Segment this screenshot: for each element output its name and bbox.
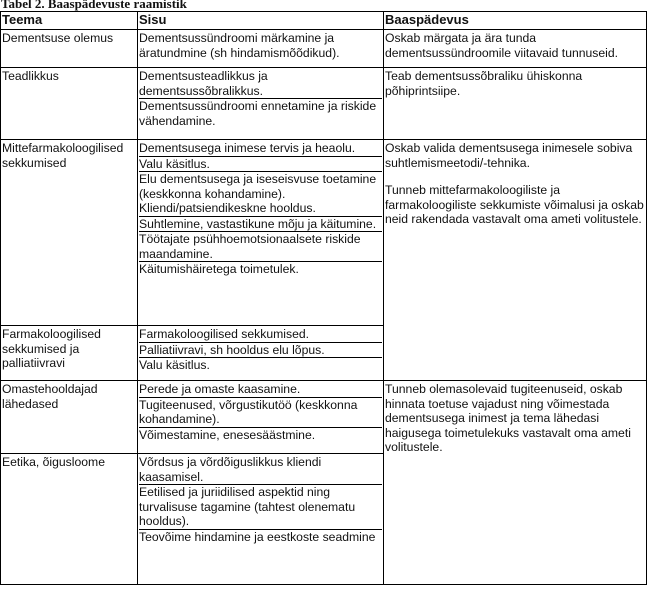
sisu-item: Perede ja omaste kaasamine. (139, 382, 382, 398)
baaspadevus-cell (384, 30, 647, 68)
teema-cell: Eetika, õigusloome (1, 454, 138, 585)
teema-cell: Teadlikkus (1, 68, 138, 140)
teema-cell: Mittefarmakoloogilised sekkumised (1, 140, 138, 326)
teema-cell: Omastehooldajad lähedased (1, 381, 138, 454)
baaspadevus-text: Teab dementsussõbraliku ühiskonna põhiprintsiipe. (385, 69, 583, 98)
baaspadevus-text: Tunneb olemasolevaid tugiteenuseid, oskab hinnata toetuse vajadust ning võimestada dementsusega inimest ja tema lähedasi haigusega toimetulekuks vastavalt oma ameti volitustele. (385, 382, 631, 454)
sisu-item: Elu dementsusega ja iseseisvuse toetamine (keskkonna kohandamine). (139, 172, 377, 201)
header-baaspadevus: Baaspädevus (384, 12, 647, 30)
sisu-item: Dementsusteadlikkus ja dementsussõbralikkus. (139, 69, 382, 99)
sisu-item: Tugiteenused, võrgustikutöö (keskkonna kohandamine). (139, 398, 382, 428)
sisu-item: Eetilised ja juriidilised aspektid ning turvalisuse tagamine (tahtest olenematu hooldus). (139, 485, 382, 530)
table-row (1, 30, 647, 68)
teema-cell: Dementsuse olemus (1, 30, 138, 68)
competence-table (0, 11, 647, 585)
sisu-item: Kliendi/patsiendikeskne hooldus. (139, 201, 382, 217)
sisu-cell (138, 326, 384, 381)
baaspadevus-text: Oskab valida dementsusega inimesele sobiva suhtlemismeetodi/-tehnika. (385, 141, 633, 170)
sisu-cell (138, 140, 384, 326)
table-header-row (1, 12, 647, 30)
header-sisu: Sisu (138, 12, 384, 30)
header-teema: Teema (1, 12, 138, 30)
sisu-item: Palliatiivravi, sh hooldus elu lõpus. (139, 343, 382, 359)
sisu-item: Dementsussündroomi ennetamine ja riskide vähendamine. (139, 99, 377, 128)
table-row (1, 140, 647, 326)
sisu-item: Võrdsus ja võrdõiguslikkus kliendi kaasamisel. (139, 455, 382, 485)
sisu-cell (138, 68, 384, 140)
baaspadevus-text: Oskab märgata ja ära tunda dementsussündroomile viitavaid tunnuseid. (385, 31, 619, 60)
baaspadevus-cell (384, 68, 647, 140)
sisu-item: Suhtlemine, vastastikune mõju ja käitumine. (139, 217, 382, 233)
sisu-cell (138, 381, 384, 454)
table-row (1, 381, 647, 454)
baaspadevus-cell (384, 140, 647, 381)
baaspadevus-cell (384, 381, 647, 585)
sisu-cell (138, 454, 384, 585)
spacer (385, 170, 645, 183)
baaspadevus-text: Tunneb mittefarmakoloogiliste ja farmakoloogiliste sekkumiste võimalusi ja oskab neid rakendada vastavalt oma ameti volitustele. (385, 183, 644, 226)
sisu-item: Dementsussündroomi märkamine ja äratundmine (sh hindamismõõdikud). (139, 31, 340, 60)
table-title: Tabel 2. Baaspädevuste raamistik (1, 0, 187, 11)
teema-cell: Farmakoloogilised sekkumised ja palliatiivravi (1, 326, 138, 381)
sisu-item: Farmakoloogilised sekkumised. (139, 327, 382, 343)
sisu-item: Valu käsitlus. (139, 358, 210, 372)
sisu-item: Töötajate psühhoemotsionaalsete riskide maandamine. (139, 232, 382, 262)
sisu-item: Valu käsitlus. (139, 157, 382, 173)
sisu-cell (138, 30, 384, 68)
table-row (1, 68, 647, 140)
sisu-item: Käitumishäiretega toimetulek. (139, 262, 299, 276)
sisu-item: Võimestamine, enesesäästmine. (139, 427, 316, 442)
sisu-item: Teovõime hindamine ja eestkoste seadmine (139, 529, 376, 544)
sisu-item: Dementsusega inimese tervis ja heaolu. (139, 141, 382, 157)
